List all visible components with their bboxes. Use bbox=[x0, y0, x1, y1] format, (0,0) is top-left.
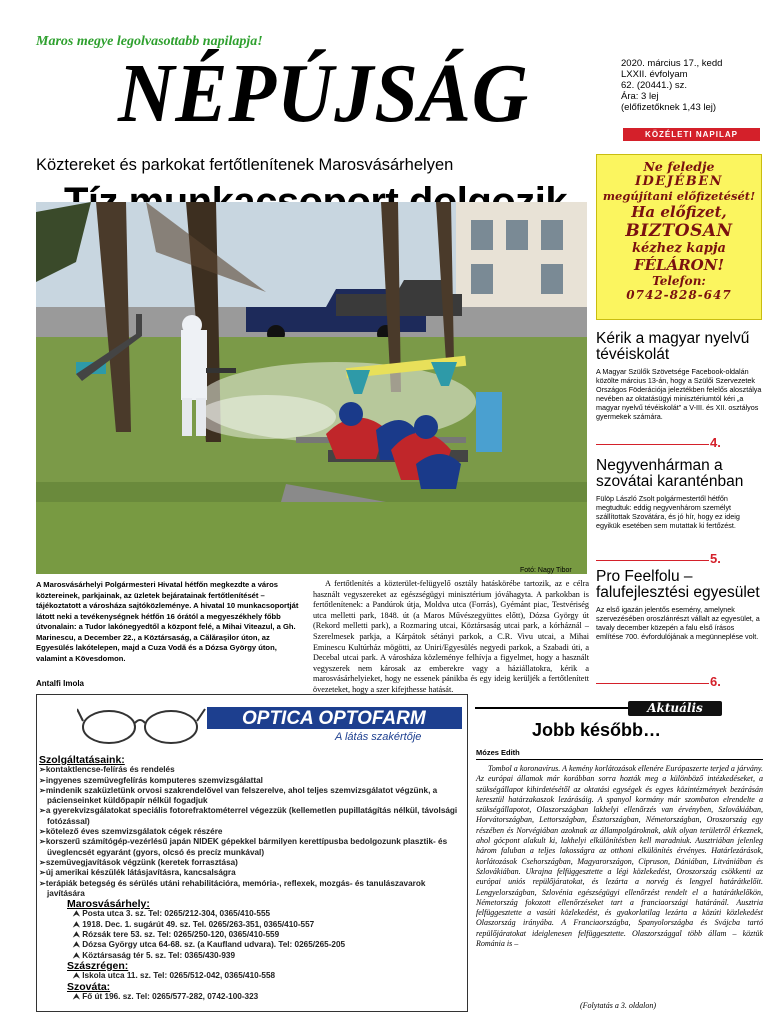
kozeleti-napilap-badge: KÖZÉLETI NAPILAP bbox=[623, 128, 760, 141]
ad-line-phone: 0742-828-647 bbox=[626, 288, 732, 302]
page-ref[interactable]: 5. bbox=[710, 551, 721, 566]
issue-price: Ára: 3 lej bbox=[621, 91, 659, 102]
ad-line-felaron: FÉLÁRON! bbox=[633, 256, 725, 274]
page-ref-line bbox=[596, 683, 709, 684]
optica-subtitle: A látás szakértője bbox=[335, 731, 422, 743]
page-ref-line bbox=[596, 444, 709, 445]
sidebar-item-feelfolu[interactable] bbox=[596, 569, 762, 641]
location-address: ⮝ Fő út 196. sz. Tel: 0265/577-282, 0742-100-323 bbox=[73, 991, 259, 1001]
sidebar-title: Negyvenhárman a szovátai karanténban bbox=[596, 457, 744, 490]
issue-info bbox=[621, 58, 756, 113]
newspaper-logo: NÉPÚJSÁG bbox=[118, 47, 530, 140]
page-ref[interactable]: 6. bbox=[710, 674, 721, 689]
service-item: ➢kötelező éves szemvizsgálatok cégek részére bbox=[39, 827, 223, 837]
location-address: ⮝ Rózsák tere 53. sz. Tel: 0265/250-120, 0365/410-559 bbox=[73, 930, 280, 940]
service-item: ➢új amerikai készülék látásjavításra, kancsalságra bbox=[39, 868, 236, 878]
service-item: ➢a gyerekvizsgálatokat speciális fotorefraktométerrel végezzük (kellemetlen pupillatágítás nélkül, távolsági fotózással) bbox=[39, 806, 458, 826]
ad-line-biztosan: BIZTOSAN bbox=[625, 221, 733, 241]
location-city: Szászrégen: bbox=[67, 959, 129, 972]
sidebar-body: A Magyar Szülők Szövetsége Facebook-oldalán közölte március 13-án, hogy a Szülői Szervezetek Országos Föderációja jeleztékben felelős alosztálya nevében az oktatásügyi minisztériumtól kéri „a magyar nyelvű tévéiskolát" a V-III. és XII. osztályos gyermekek számára. bbox=[596, 367, 762, 421]
aktualis-divider bbox=[476, 759, 763, 760]
sidebar-body: Fülöp László Zsolt polgármestertől hétfőn megtudtuk: eddig negyvenhárom személyt szállítottak Szovátára, és jó hír, hogy ez ideig egyikük esetében sem mutattak ki fertőzést. bbox=[596, 494, 740, 530]
issue-subscriber-price: (előfizetőknek 1,43 lej) bbox=[621, 102, 717, 113]
service-item: ➢szemüvegjavítások végzünk (keretek forrasztása) bbox=[39, 857, 238, 867]
continued-link[interactable]: (Folytatás a 3. oldalon) bbox=[580, 1001, 656, 1010]
optica-title bbox=[242, 708, 426, 730]
article-body: A fertőtlenítés a közterület-felügyelő osztály hatáskörébe tartozik, az e célra használt vegyszereket az egészségügyi minisztérium jóváhagyta. A parkokban is fertőtlenítenek: a Pandúrok útja, Moldva utca (Forrás), Gyémánt piac, Testvériség utca melletti park, 1848. út (a Maros Művészegyüttes előtt), Dózsa György út (Rekord melletti park), a Rozmaring utcai, Köztársaság utcai park, a kórháznál – Szerelmesek parkja, a Kárpátok sétányi parkok, a C.R. Vivu utcai, a Mihai Eminescu Kultúrház mögötti, az Uniri/Egyesülés negyedi parkok, a Szabadi úti, a Decebal utcai park. A városháza közleménye felhívja a figyelmet, hogy a használt vegyszerek nem károsak az emberekre vagy a háziállatokra, kérik a marosvásárhelyieket, hogy ne essenek pánikba és egy ideig kerüljék a fertőtlenített övezeteket, hogy a szer kifejthesse hatását. bbox=[313, 579, 589, 694]
park-disinfection-photo bbox=[36, 202, 587, 574]
ad-line-kezhez-kapja: kézhez kapja bbox=[632, 241, 726, 256]
location-city: Marosvásárhely: bbox=[67, 898, 150, 911]
optica-word: OPTICA OPTOFARM bbox=[242, 708, 426, 729]
service-item: ➢terápiák betegség és sérülés utáni rehabilitációra, memória-, reflexek, mozgás- és tanulászavarok javítására bbox=[39, 878, 426, 898]
aktualis-badge: Aktuális bbox=[628, 701, 722, 716]
issue-volume: LXXII. évfolyam bbox=[621, 69, 688, 80]
issue-number: 62. (20441.) sz. bbox=[621, 80, 688, 91]
optica-ad bbox=[36, 694, 468, 1012]
aktualis-body: Tombol a koronavírus. A kemény korlátozások ellenére Európaszerte terjed a járvány. Az európai államok már korábban sorra hozták meg a különböző intézkedéseket, a szükségállapot kihirdetésétől az oktatási egységek és egyes közintézmények bezárásán keresztül határzakaszok lezárásáig. A spanyol kormány már szombaton elrendelte a szükségállapotot, Olaszországban lakhelyi ellenőrzés van érvényben, Szlovákiában, Horvátországban, Lettországban, Észtországban, Németországban, Oroszország egy részében és Norvégiában azoknak az állampolgároknak, akik olyan területről érkeznek, ahol gócpont alakult ki, lakhelyi elkülönítésben kell maradniuk. Ausztriában jelenleg három faluban a teljes lakosságra az otthoni elkülönítés érvényes. Határlezárások, korlátozások Csehországban, Magyarországon, Cipruson, Dániában, Litvániában és Szlovákiában. Ukrajna felfüggesztette a légi közlekedést, Oroszország csökkenti az európai uniós repülőjáratokat, és lezárta a norvég és lengyel határátkelőit. Lengyelországban, Szlovénia egészségügyi ellenőrzést rendelt el a határátkelőkön, Németország fokozott ellenőrzéseket tart a franciaországi határánál. Ausztria felfüggesztette a vasúti közlekedést, és gyakorlatilag lezárta a közúti közlekedést Olaszország irányába. A Franciaországba, Spanyolországba és Svájcba tartó repülőjáratokat ideiglenesen felfüggesztette. Olaszországgal több állam – köztük Románia is – bbox=[476, 764, 763, 949]
sidebar-item-tevesiskola[interactable] bbox=[596, 331, 762, 421]
location-address: ⮝ Dózsa György utca 64-68. sz. (a Kaufland udvara). Tel: 0265/265-205 bbox=[73, 940, 346, 950]
location-address: ⮝ Köztársaság tér 5. sz. Tel: 0365/430-939 bbox=[73, 950, 235, 960]
location-address: ⮝ 1918. Dec. 1. sugárút 49. sz. Tel. 0265/263-351, 0365/410-557 bbox=[73, 919, 315, 929]
location-address: ⮝ Posta utca 3. sz. Tel: 0265/212-304, 0365/410-555 bbox=[73, 909, 271, 919]
sidebar-item-szovata[interactable] bbox=[596, 458, 762, 530]
article-lead: A Marosvásárhelyi Polgármesteri Hivatal hétfőn megkezdte a város köztereinek, parkjainak, az üzletek bejáratainak fertőtlenítését – tájékoztatott a városháza sajtóközleménye. A hivatal 10 munkacsoportját látott neki a tevékenységnek hétfőn 16 órától a megyeszékhely főbb útvonalain: a Tudor lakónegyedtől a központ felé, a Mihai Viteazul, a Gh. Marinescu, a December 22., a Köztársaság, a Călărașilor úton, az Egyesülés lakótelepen, majd a Cuza Vodă és a Dózsa György úton, valamint a Kövesdomon. bbox=[36, 580, 299, 663]
aktualis-title: Jobb később… bbox=[532, 720, 662, 740]
main-subheadline: Köztereket és parkokat fertőtlenítenek Marosvásárhelyen bbox=[36, 156, 454, 174]
ad-line-telefon: Telefon: bbox=[652, 274, 706, 288]
ad-line-ne-feledje: Ne feledje bbox=[643, 159, 715, 174]
service-item: ➢mindenik szaküzletünk orvosi szakrendelővel van felszerelve, ahol teljes szemvizsgálatot végzünk, a pácienseinket küldőpapír nélkül fogadjuk bbox=[39, 785, 438, 806]
subscribe-ad bbox=[596, 154, 762, 320]
sidebar-title: Pro Feelfolu – falufejlesztési egyesület bbox=[596, 568, 760, 601]
service-item: ➢ingyenes szemüvegfelírás komputeres szemvizsgálattal bbox=[39, 775, 263, 785]
sidebar-title: Kérik a magyar nyelvű tévéiskolát bbox=[596, 330, 750, 363]
optica-services bbox=[39, 755, 465, 1002]
issue-date: 2020. március 17., kedd bbox=[621, 58, 723, 69]
service-item: ➢korszerű számítógép-vezérlésű japán NIDEK gépekkel bármilyen kerettípusba bedolgozunk plasztik- és üveglencsét egyaránt (gyors, olcsó és precíz munkával) bbox=[39, 837, 448, 857]
location-address: ⮝ Iskola utca 11. sz. Tel: 0265/512-042, 0365/410-558 bbox=[73, 971, 276, 981]
ad-line-megujitani: megújítani előfizetését! bbox=[602, 189, 756, 203]
page-ref-line bbox=[596, 560, 709, 561]
services-title: Szolgáltatásaink: bbox=[39, 754, 125, 766]
sidebar-body: Az első igazán jelentős esemény, amelynek szervezésében oroszlánrészt vállalt az egyesület, a tavaly december közepén a falu első írásos említése 700. évfordulójának a megünneplése volt. bbox=[596, 605, 760, 641]
aktualis-author: Mózes Edith bbox=[476, 748, 520, 757]
main-photo bbox=[36, 202, 587, 574]
ad-line-ha-elofizet: Ha előfizet, bbox=[631, 203, 727, 221]
article-author: Antalfi Imola bbox=[36, 679, 85, 688]
glasses-icon bbox=[77, 701, 207, 747]
location-city: Szováta: bbox=[67, 980, 111, 993]
page-ref[interactable]: 4. bbox=[710, 435, 721, 450]
tagline: Maros megye legolvasottabb napilapja! bbox=[36, 34, 263, 49]
ad-line-idejeben: IDEJÉBEN bbox=[634, 174, 724, 189]
photo-credit: Fotó: Nagy Tibor bbox=[520, 567, 572, 574]
service-item: ➢kontaktlencse-felírás és rendelés bbox=[39, 765, 175, 775]
